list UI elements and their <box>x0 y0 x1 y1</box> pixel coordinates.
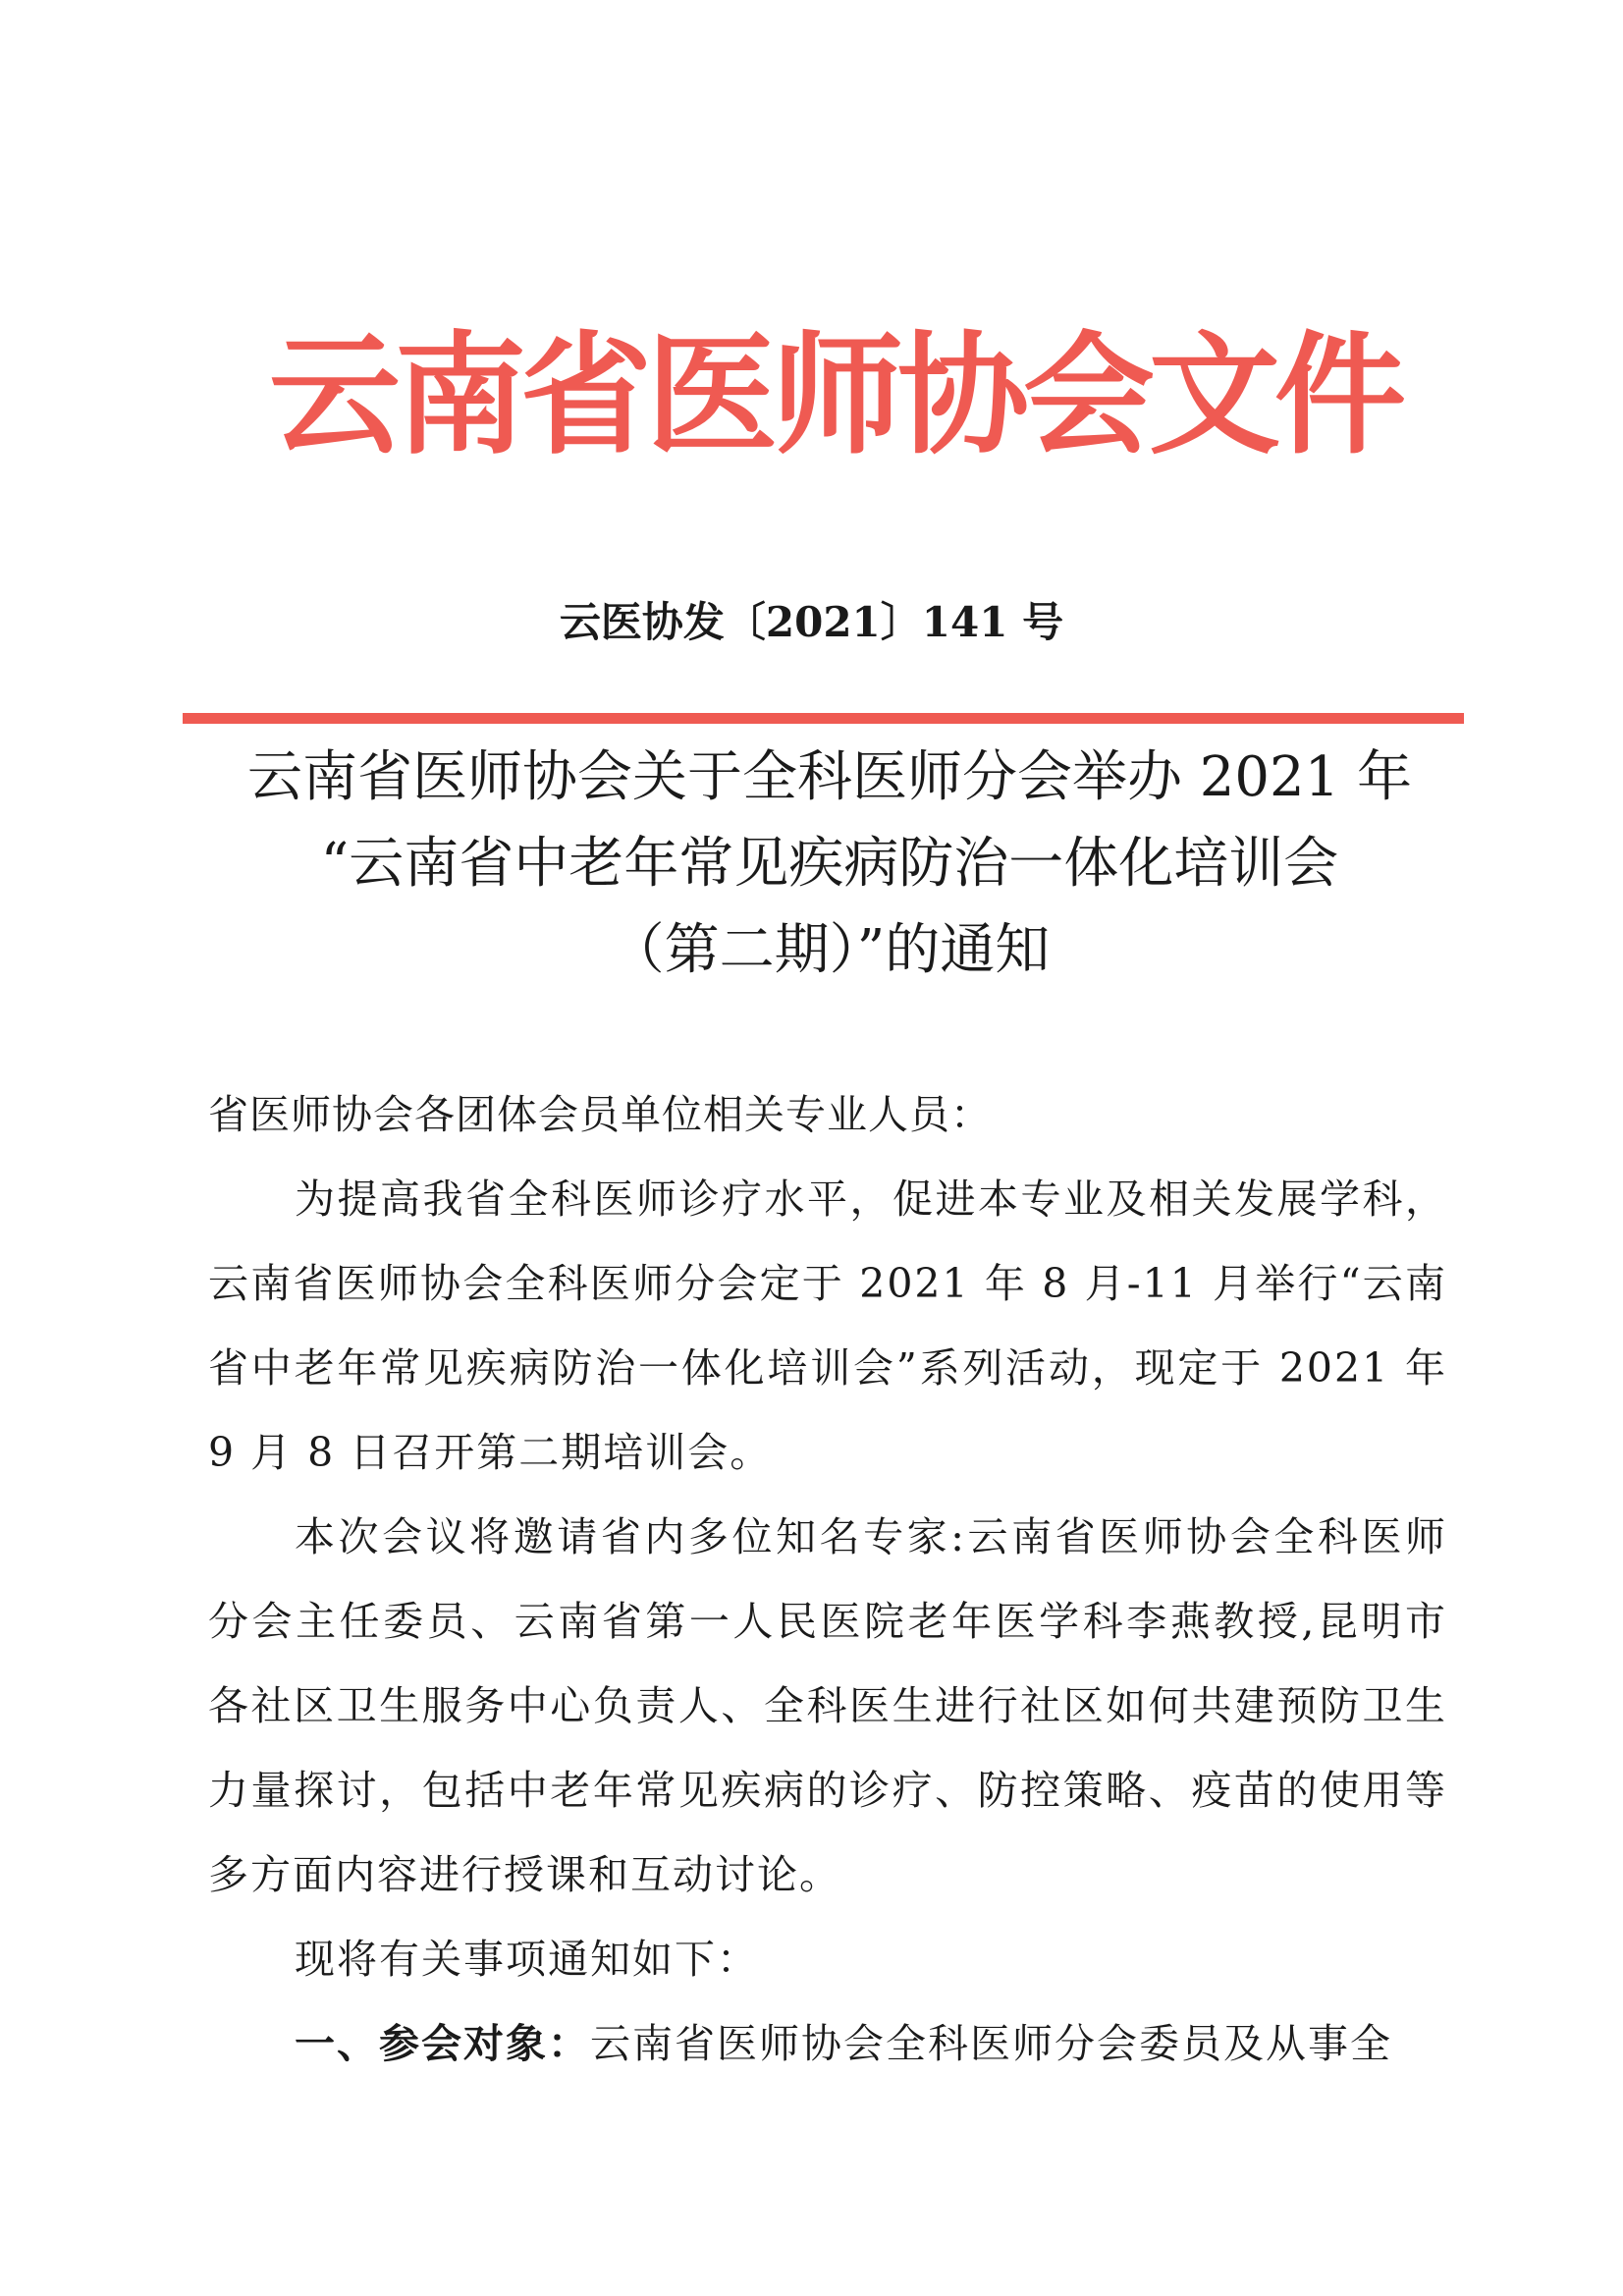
paragraph-purpose: 为提高我省全科医师诊疗水平，促进本专业及相关发展学科，云南省医师协会全科医师分会定于 2021 年 8 月-11 月举行“云南省中老年常见疾病防治一体化培训会”系列活动，现定于 2021 年 9 月 8 日召开第二期培训会。 <box>208 1175 1447 1476</box>
document-number: 云医协发〔2021〕141 号 <box>559 598 1064 646</box>
masthead-title: 云南省医师协会文件 <box>268 317 1400 472</box>
paragraph-speakers: 本次会议将邀请省内多位知名专家:云南省医师协会全科医师分会主任委员、云南省第一人民医院老年医学科李燕教授,昆明市各社区卫生服务中心负责人、全科医生进行社区如何共建预防卫生力量探讨，包括中老年常见疾病的诊疗、防控策略、疫苗的使用等多方面内容进行授课和互动讨论。 <box>208 1513 1447 1898</box>
item-attendees-text: 云南省医师协会全科医师分会委员及从事全 <box>590 2020 1392 2067</box>
paragraph-intro-items: 现将有关事项通知如下： <box>295 1936 759 1983</box>
title-line-1: 云南省医师协会关于全科医师分会举办 2021 年 <box>246 745 1413 809</box>
notice-body <box>208 1072 1447 2086</box>
item-attendees-heading: 一、参会对象： <box>295 2020 590 2067</box>
notice-title <box>196 735 1463 994</box>
red-divider-line <box>183 713 1464 724</box>
title-line-2: “云南省中老年常见疾病防治一体化培训会 <box>320 832 1339 896</box>
title-line-3: （第二期）”的通知 <box>609 918 1051 982</box>
salutation: 省医师协会各团体会员单位相关专业人员： <box>208 1091 992 1138</box>
item-attendees <box>208 2001 1447 2086</box>
